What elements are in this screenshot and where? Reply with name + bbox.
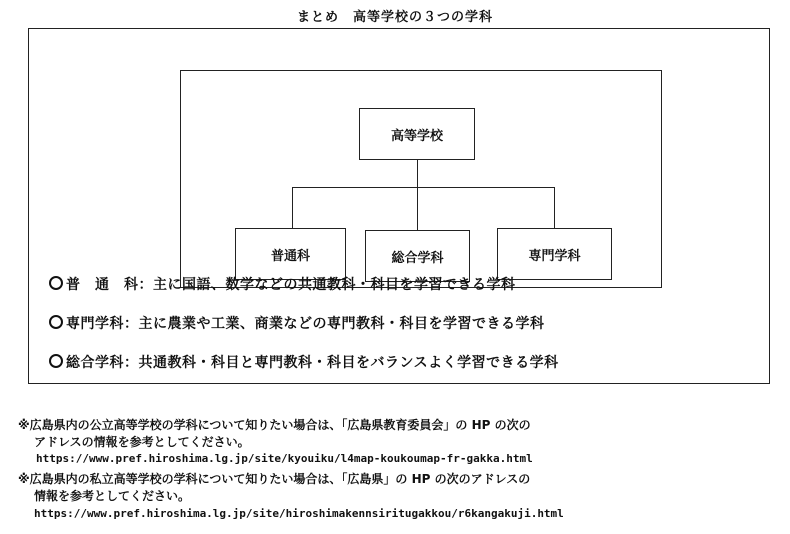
connector-middle [417,187,418,230]
node-high-school: 高等学校 [359,108,475,160]
note-public-line1: ※広島県内の公立高等学校の学科について知りたい場合は、「広島県教育委員会」の HP の次の [18,418,531,432]
org-chart-frame [180,70,662,288]
summary-frame [28,28,770,384]
description-specialized: 専門学科：主に農業や工業、商業などの専門教科・科目を学習できる学科 [49,313,545,333]
node-general-course: 普通科 [235,228,346,280]
connector-left [292,187,293,228]
connector-trunk [417,160,418,187]
note-public-line2: アドレスの情報を参考としてください。 [34,435,250,449]
note-private-line1: ※広島県内の私立高等学校の学科について知りたい場合は、「広島県」の HP の次のアドレスの [18,472,531,486]
link-private-url[interactable]: https://www.pref.hiroshima.lg.jp/site/hiroshimakennsiritugakkou/r6kangakuji.html [34,507,564,520]
circle-bullet-icon [49,315,63,329]
description-comprehensive: 総合学科：共通教科・科目と専門教科・科目をバランスよく学習できる学科 [49,352,559,372]
note-private-line2: 情報を参考としてください。 [34,489,191,503]
node-specialized-course: 専門学科 [497,228,612,280]
circle-bullet-icon [49,276,63,290]
node-comprehensive-course: 総合学科 [365,230,470,282]
page-title: まとめ 高等学校の３つの学科 [296,10,493,25]
circle-bullet-icon [49,354,63,368]
connector-horizontal [292,187,555,188]
description-general: 普 通 科：主に国語、数学などの共通教科・科目を学習できる学科 [49,274,516,294]
link-public-url[interactable]: https://www.pref.hiroshima.lg.jp/site/kyouiku/l4map-koukoumap-fr-gakka.html [36,452,533,465]
connector-right [554,187,555,228]
